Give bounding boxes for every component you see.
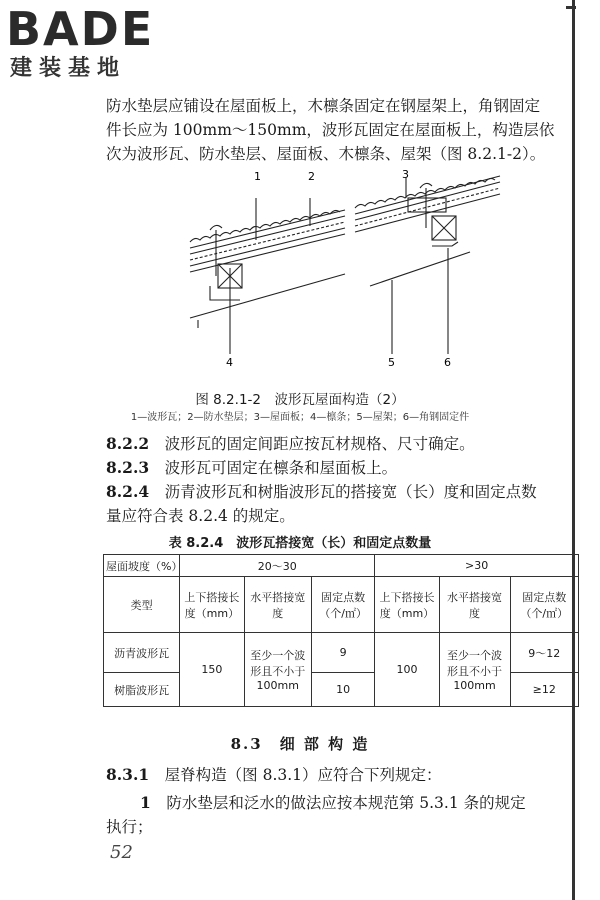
fixing-points-cell: 9 [312,633,375,673]
fixing-points-cell: 9～12 [510,633,579,673]
section-heading-8-3: 8.3 细 部 构 造 [230,735,370,753]
roof-construction-figure [170,168,520,380]
clause-text: 沥青波形瓦和树脂波形瓦的搭接宽（长）度和固定点数 [164,483,537,501]
page-number: 52 [110,842,133,863]
lap-width-cell-1: 至少一个波形且不小于100mm [244,633,312,707]
clause-number: 8.2.2 [106,434,150,453]
logo-wordmark: BADE [6,2,155,56]
slope-range-1: 20～30 [180,555,375,577]
intro-line-3: 次为波形瓦、防水垫层、屋面板、木檩条、屋架（图 8.2.1-2）。 [106,145,546,163]
clause-8-2-4-cont: 量应符合表 8.2.4 的规定。 [106,507,295,525]
clause-text: 屋脊构造（图 8.3.1）应符合下列规定： [164,766,442,784]
type-cell: 沥青波形瓦 [104,633,180,673]
figure-label-1: 1 [254,170,261,183]
figure-label-5: 5 [388,356,395,369]
clause-8-2-3 [106,456,576,480]
item-text: 防水垫层和泛水的做法应按本规范第 5.3.1 条的规定 [166,794,526,812]
item-number: 1 [140,793,151,812]
intro-line-2: 件长应为 100mm～150mm，波形瓦固定在屋面板上，构造层依 [106,121,555,139]
clause-number: 8.2.3 [106,458,150,477]
table-row [104,555,579,577]
figure-caption: 图 8.2.1-2 波形瓦屋面构造（2） [195,392,405,408]
lap-width-header-1: 水平搭接宽度 [244,577,312,633]
fixing-points-header-2: 固定点数（个/㎡） [510,577,579,633]
clause-text: 波形瓦可固定在檩条和屋面板上。 [164,459,398,477]
lap-length-header-2: 上下搭接长度（mm） [375,577,439,633]
type-cell: 树脂波形瓦 [104,673,180,707]
slope-header: 屋面坡度（%） [104,555,180,577]
item-1-cont: 执行； [106,818,153,836]
clause-8-3-1 [106,763,576,787]
intro-line-1: 防水垫层应铺设在屋面板上，木檩条固定在钢屋架上，角钢固定 [106,97,541,115]
lap-length-header-1: 上下搭接长度（mm） [180,577,244,633]
lap-width-cell-2: 至少一个波形且不小于100mm [439,633,510,707]
fixing-points-cell: ≥12 [510,673,579,707]
lap-length-cell-1: 150 [180,633,244,707]
fixing-points-cell: 10 [312,673,375,707]
table-title: 表 8.2.4 波形瓦搭接宽（长）和固定点数量 [168,536,432,551]
lap-and-fixing-table [103,554,579,707]
figure-label-3: 3 [402,168,409,181]
clause-8-2-4 [106,480,576,504]
slope-range-2: >30 [375,555,579,577]
logo-subtitle: 建装基地 [10,56,127,81]
clause-8-2-2 [106,432,576,456]
clause-number: 8.3.1 [106,765,150,784]
lap-width-header-2: 水平搭接宽度 [439,577,510,633]
figure-label-2: 2 [308,170,315,183]
lap-length-cell-2: 100 [375,633,439,707]
figure-legend: 1—波形瓦；2—防水垫层；3—屋面板；4—檩条；5—屋架；6—角钢固定件 [130,412,470,423]
figure-label-6: 6 [444,356,451,369]
type-header: 类型 [104,577,180,633]
fixing-points-header-1: 固定点数（个/㎡） [312,577,375,633]
clause-text: 波形瓦的固定间距应按瓦材规格、尺寸确定。 [164,435,475,453]
clause-number: 8.2.4 [106,482,150,501]
item-1 [140,791,580,815]
figure-label-4: 4 [226,356,233,369]
bade-logo [6,4,176,84]
table-row [104,633,579,673]
page-edge-tick [566,6,576,9]
table-row [104,577,579,633]
